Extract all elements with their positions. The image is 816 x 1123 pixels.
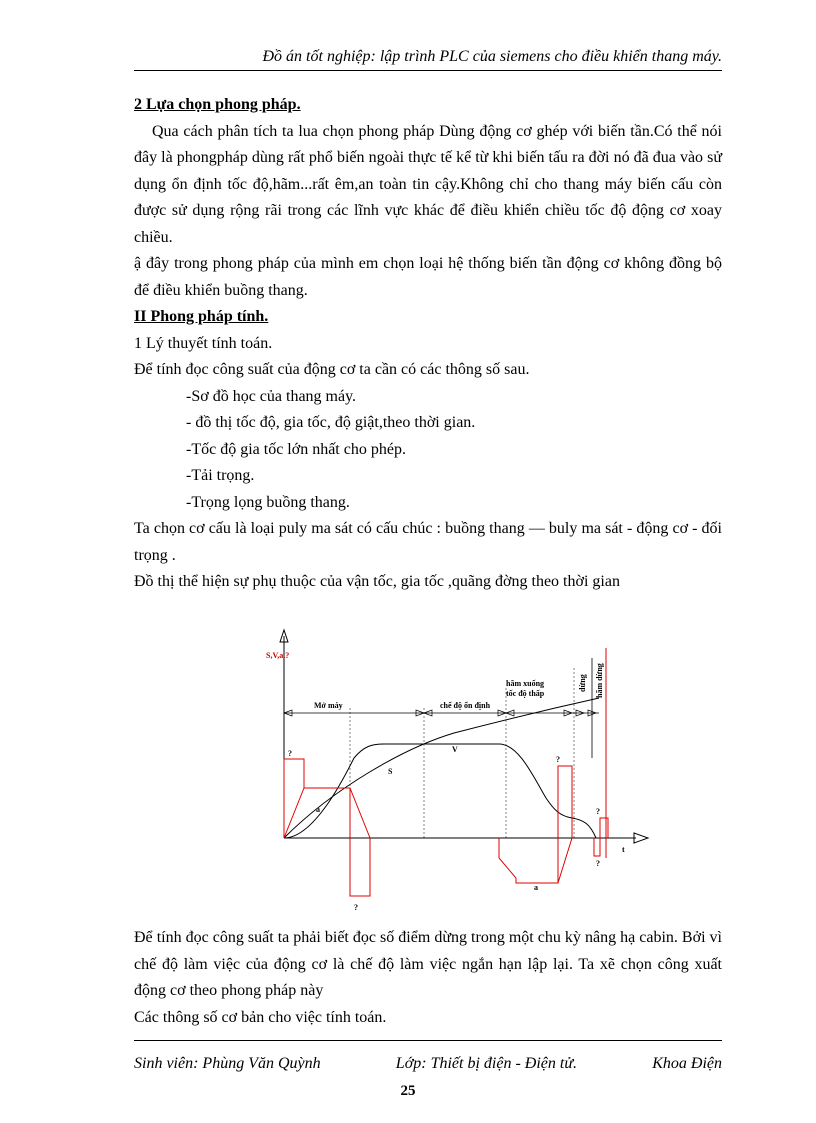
x-axis-arrow [634,833,648,843]
footer-class: Lớp: Thiết bị điện - Điện tử. [395,1055,578,1072]
distance-label: S [388,767,393,776]
page-footer [134,1040,722,1073]
velocity-curve [284,744,596,838]
jerk-label: ? [288,749,292,758]
footer-dept: Khoa Điện [652,1055,722,1072]
bullet-item: -Sơ đồ học của thang máy. [186,387,357,405]
acceleration-slope [284,788,304,838]
acceleration-slope [558,838,572,883]
acceleration-decel [499,766,572,883]
motion-diagram [254,628,654,916]
paragraph-4: Đồ thị thể hiện sự phụ thuộc của vận tốc, gia tốc ,quãng đờng theo thời gian [134,573,620,590]
y-axis-label: S,V,a,? [266,651,290,660]
paragraph-intro: Để tính đọc công suất của động cơ ta cần có các thông số sau. [134,361,530,378]
acceleration-label-2: a [534,883,538,892]
bullet-item: -Tốc độ gia tốc lớn nhất cho phép. [186,440,406,458]
x-axis-label: t [622,845,625,854]
phase-label-stop: dừng [578,674,587,692]
paragraph-2: ậ đây trong phong pháp của mình em chọn loại hệ thống biến tần động cơ không đồng bộ để điều khiển buồng thang. [134,255,722,299]
bullet-item: - đồ thị tốc độ, gia tốc, độ giật,theo thời gian. [186,414,476,431]
jerk-label: ? [354,903,358,912]
distance-curve [284,698,599,838]
phase-label-steady: chế độ ổn định [440,701,491,710]
phase-label-slow2: tốc độ thấp [506,689,545,698]
page-header: Đồ án tốt nghiệp: lập trình PLC của siemens cho điều khiển thang máy. [134,48,722,71]
section-heading-2: 2 Lựa chọn phong pháp. [134,96,301,113]
page-number: 25 [400,1083,416,1099]
velocity-label: V [452,745,458,754]
subheading-theory: 1 Lý thuyết tính toán. [134,334,273,352]
paragraph-3: Ta chọn cơ cấu là loại puly ma sát có cấu chúc : buồng thang — buly ma sát - động cơ - đối trọng . [134,520,722,564]
jerk-label: ? [596,859,600,868]
content-after-figure [134,925,722,1031]
section-heading-II: II Phong pháp tính. [134,308,269,325]
acceleration-label: a [316,805,320,814]
paragraph-6: Các thông số cơ bản cho việc tính toán. [134,1008,387,1026]
footer-student: Sinh viên: Phùng Văn Quỳnh [134,1055,321,1072]
bullet-item: -Trọng lọng buồng thang. [186,493,350,511]
acceleration-slope [350,788,370,838]
main-content [134,92,722,596]
paragraph-1: Qua cách phân tích ta lua chọn phong pháp Dùng động cơ ghép với biến tần.Có thể nói đây là phongpháp dùng rất phổ biến ngoài thực tế kể từ khi biến tấu ra đời nó đã đua vào sử dụng ổn định tốc độ,hãm...rất êm,an toàn tin cậy.Không chỉ cho thang máy biến cấu còn được sử dụng rộng rãi trong các lĩnh vực khác để điều khiển chiều tốc độ động cơ xoay chiều. [134,122,722,246]
phase-label-slow1: hãm xuống [506,679,545,688]
bullet-item: -Tải trọng. [186,467,255,484]
paragraph-5: Để tính đọc công suất ta phải biết đọc số điểm dừng trong một chu kỳ nâng hạ cabin. Bởi vì chế độ làm việc của động cơ là chế độ làm việc ngắn hạn lập lại. Ta xẽ chọn công xuất động cơ theo phong pháp này [134,929,722,999]
phase-label-brake: hãm dừng [595,663,604,698]
jerk-label: ? [556,755,560,764]
phase-label-start: Mở máy [314,701,343,710]
jerk-label: ? [596,807,600,816]
